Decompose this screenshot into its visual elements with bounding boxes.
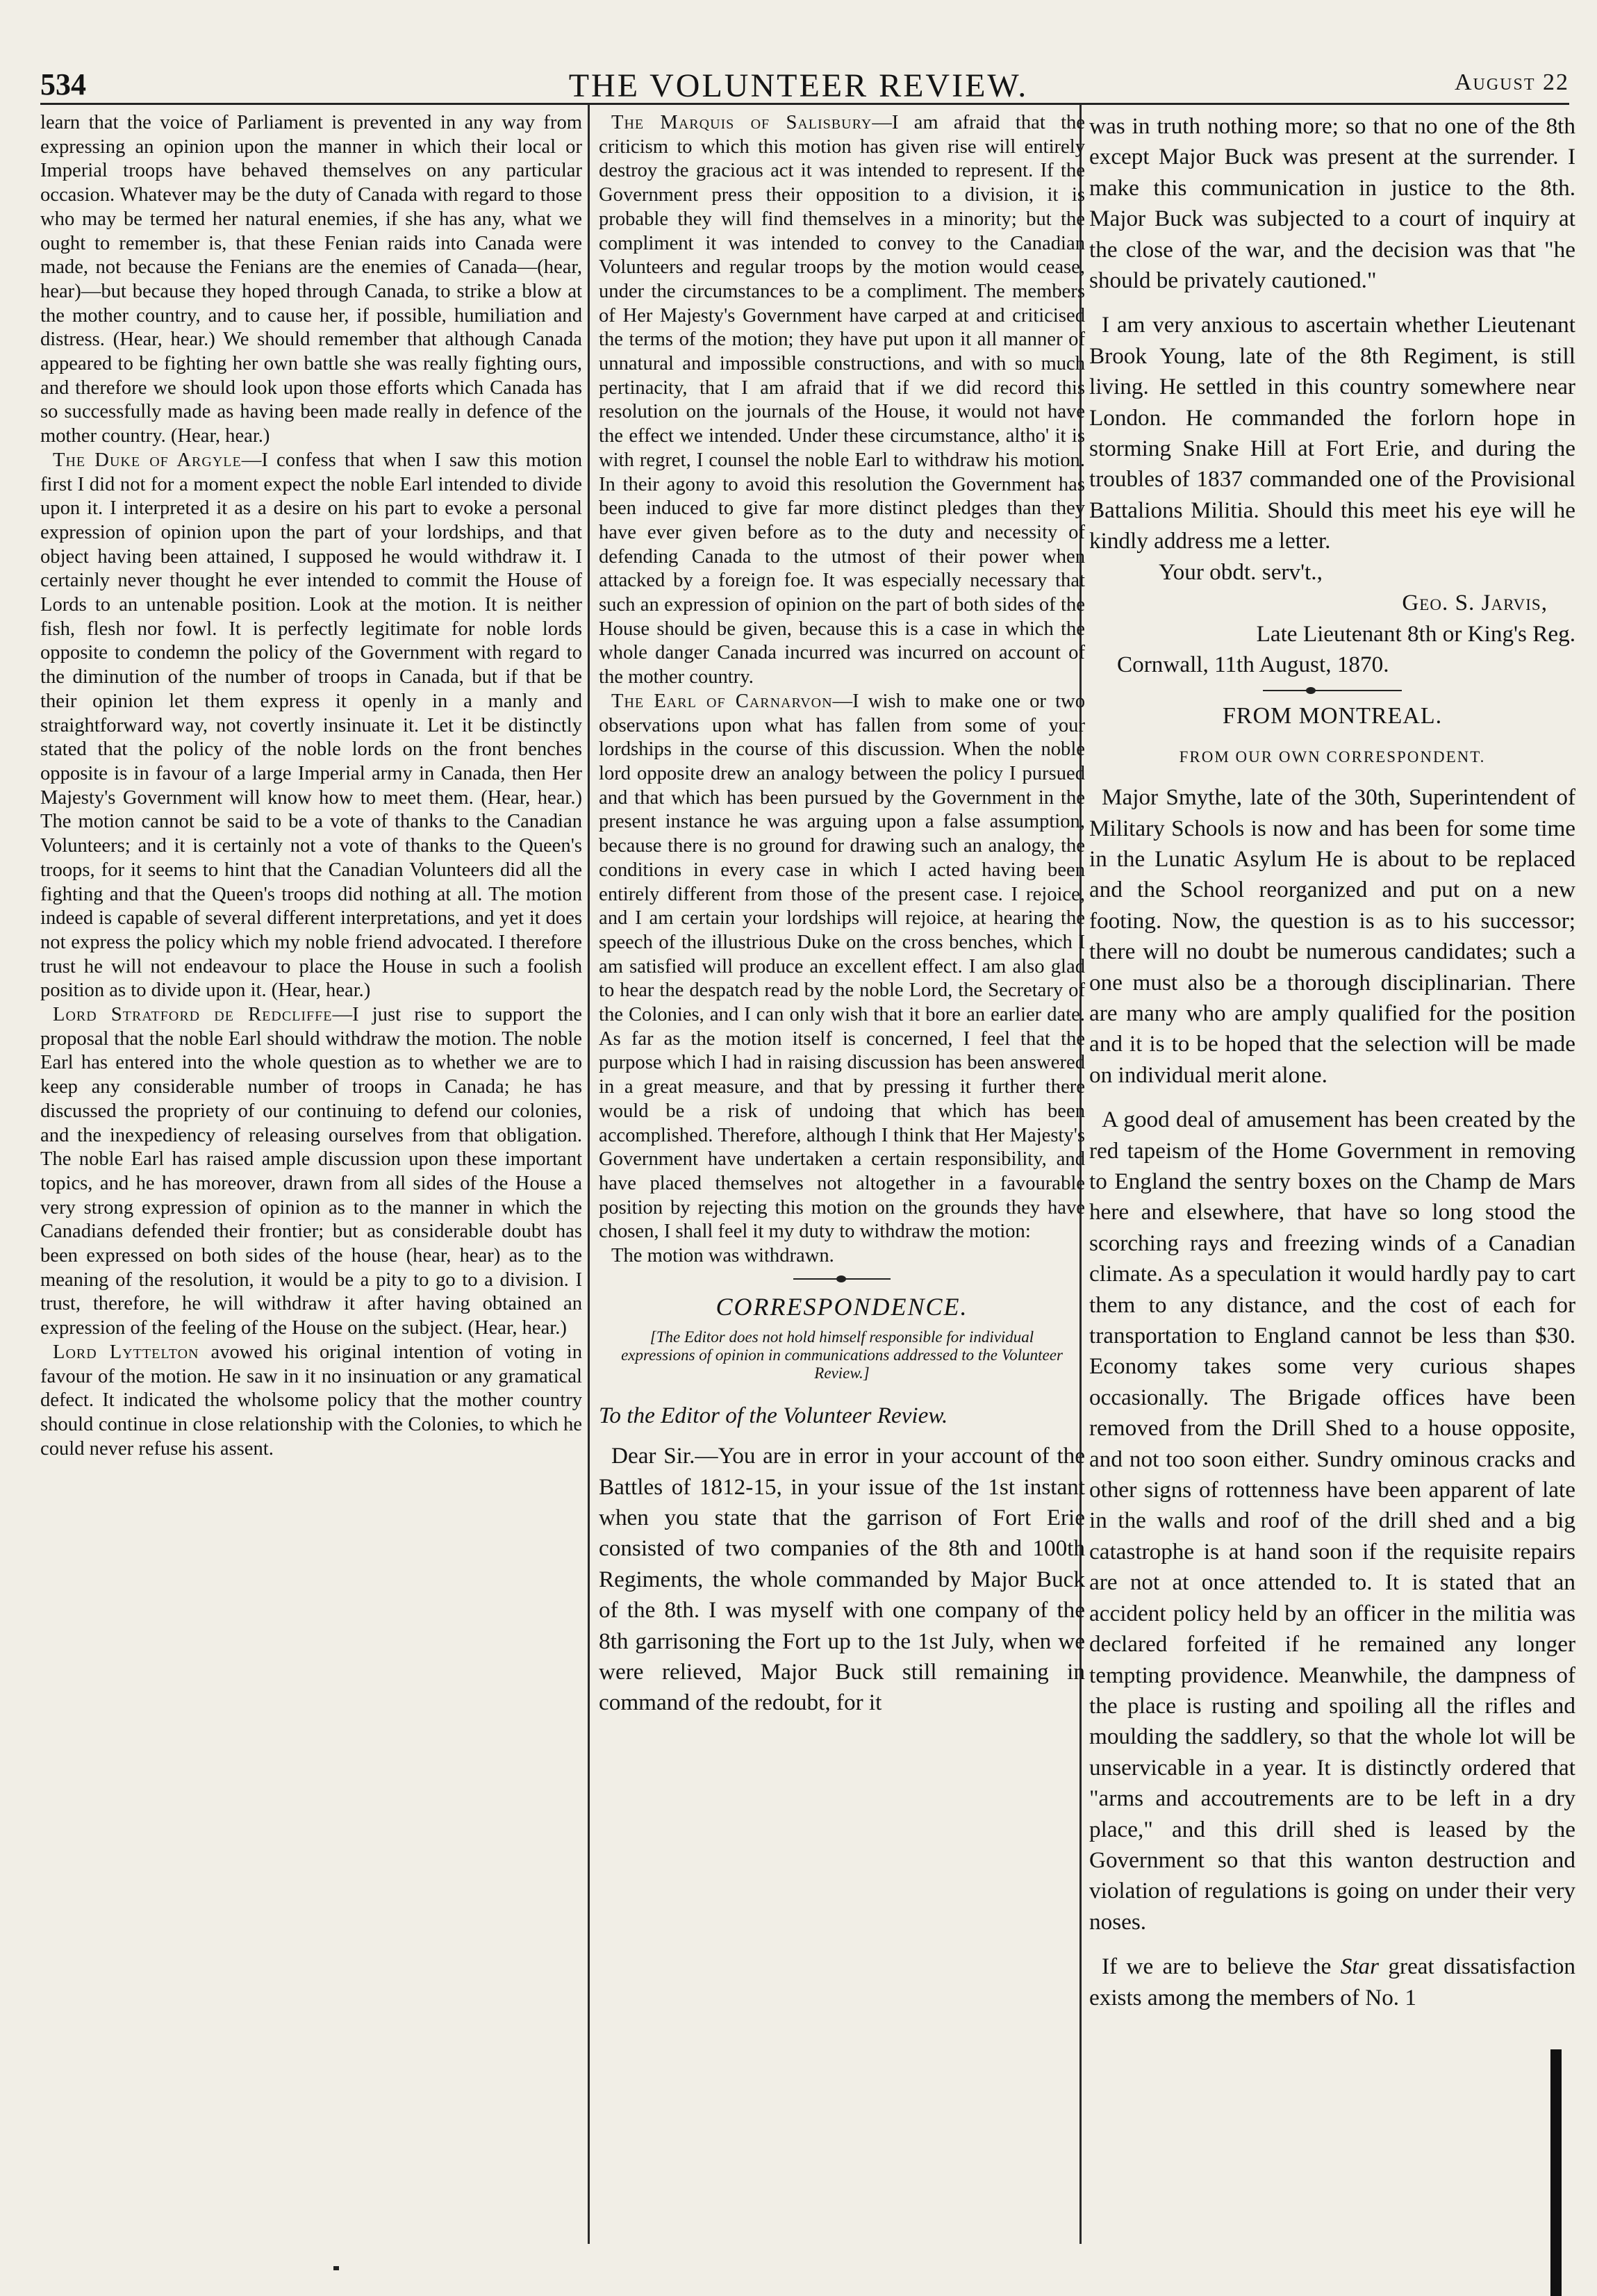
letter-signature: Geo. S. Jarvis,	[1402, 590, 1548, 616]
section-rule	[1263, 690, 1402, 691]
paragraph	[40, 449, 582, 1003]
article-paragraph: A good deal of amusement has been created by the red tapeism of the Home Government in removing to England the sentry boxes on the Champ de Mars here and elsewhere, that have so long stood the scorching rays and freezing winds of a Canadian climate. As a speculation it would hardly pay to cart them to any distance, and the cost of each for transportation to England cannot be less than $30. Economy takes some very curious shapes occasionally. The Brigade offices have been removed from the Drill Shed to a house opposite, and not too soon either. Sundry ominous cracks and other signs of rottenness have been apparent of late in the walls and roof of the drill shed and a big catastrophe is at hand soon if the requisite repairs are not at once attended to. It is stated that an accident policy held by an officer in the militia was declared forfeited if he remained any longer tempting providence. Meanwhile, the dampness of the place is rusting and spoiling all the rifles and moulding the saddlery, so that the whole lot will be unservicable in a year. It is distinctly ordered that "arms and accoutrements are to be left in a dry place," and this drill shed is leased by the Government so that this wanton destruction and violation of regulations is going on under their very noses.	[1089, 1107, 1575, 1935]
speech-text: —I confess that when I saw this motion first I did not for a moment expect the noble Earl intended to divide upon it. I interpreted it as a desire on his part to evoke a personal expression of opinion upon the part of your lordships, and that object having been attained, I supposed he would withdraw it. I certainly never thought he ever intended to commit the House of Lords to an untenable position. Look at the motion. It is neither fish, flesh nor fowl. It is perfectly legitimate for noble lords opposite to condemn the policy of the Government with regard to the diminution of the number of troops in Canada, but if that be their opinion let them express it openly in a manly and straightforward way, not covertly insinuate it. Let it be distinctly stated that the policy of the noble lords on the front benches opposite is in favour of a large Imperial army in Canada, then Her Majesty's Government will know how to meet them. (Hear, hear.) The motion cannot be said to be a vote of thanks to the Canadian Volunteers; and it is certainly not a vote of thanks to the Queen's troops, for it seems to hint that the Canadian Volunteers did all the fighting and that the Queen's troops did nothing at all. The motion indeed is capable of several different interpretations, and yet it does not express the policy which my noble friend advocated. I therefore trust he will not endeavour to place the House in such a foolish position as to divide upon it. (Hear, hear.)	[40, 449, 582, 1002]
issue-date: August 22	[1454, 69, 1569, 95]
correspondence-heading: CORRESPONDENCE.	[715, 1292, 968, 1321]
binding-edge-shadow	[1550, 2049, 1562, 2296]
column-2	[599, 111, 1085, 2237]
running-title: THE VOLUNTEER REVIEW.	[568, 67, 1029, 104]
paragraph: The motion was withdrawn.	[611, 1245, 834, 1267]
column-divider-1	[588, 104, 590, 2244]
column-1	[40, 111, 582, 2237]
speaker-name: Lord Lyttelton	[53, 1341, 199, 1363]
correspondent-byline: FROM OUR OWN CORRESPONDENT.	[1179, 748, 1486, 766]
paragraph	[599, 111, 1085, 690]
speaker-name: The Duke of Argyle	[53, 449, 242, 471]
letter-paragraph: I am very anxious to ascertain whether Lieutenant Brook Young, late of the 8th Regiment, is still living. He settled in this country somewhere near London. He commanded the forlorn hope in storming Snake Hill at Fort Erie, and during the troubles of 1837 commanded one of the Provisional Battalions Militia. Should this meet his eye will he kindly address me a letter.	[1089, 312, 1575, 554]
letter-paragraph: Dear Sir.—You are in error in your account of the Battles of 1812-15, in your issue of the 1st instant when you state that the garrison of Fort Erie consisted of two companies of the 8th and 100th Regiments, the whole commanded by Major Buck of the 8th. I was myself with one company of the 8th garrisoning the Fort up to the 1st July, when we were relieved, Major Buck still remaining in command of the redoubt, for it	[599, 1443, 1085, 1716]
editor-note: [The Editor does not hold himself responsible for individual expressions of opinion in communications addressed to the Volunteer Review.]	[621, 1328, 1063, 1382]
ink-speck	[333, 2266, 339, 2270]
speaker-name: The Earl of Carnarvon	[611, 690, 833, 712]
letter-address: To the Editor of the Volunteer Review.	[599, 1402, 948, 1428]
article-paragraph: Major Smythe, late of the 30th, Superintendent of Military Schools is now and has been for some time in the Lunatic Asylum He is about to be replaced and the School reorganized and put on a new footing. Now, the question is as to his successor; there will no doubt be numerous candidates; such a one must also be a thorough disciplinarian. There are many who are amply qualified for the position and it is to be hoped that the selection will be made on individual merit alone.	[1089, 784, 1575, 1088]
montreal-heading: FROM MONTREAL.	[1222, 703, 1443, 729]
section-rule	[793, 1278, 891, 1280]
letter-closing: Your obdt. serv't.,	[1159, 559, 1323, 585]
speech-text: avowed his original intention of voting in favour of the motion. He saw in it no insinuation or any gramatical defect. It indicated the wholsome policy that the mother country should continue in close relationship with the Colonies, to which he could never refuse his assent.	[40, 1341, 582, 1460]
speech-text: —I am afraid that the criticism to which this motion has given rise will entirely destroy the gracious act it was intended to represent. If the Government press their opposition to a division, it is probable they will find themselves in a minority; but the compliment it was intended to convey to the Canadian Volunteers and regular troops by the motion would cease, under the circumstances to be a compliment. The members of Her Majesty's Government have carped at and criticised the terms of the motion; they have put upon it all manner of unnatural and impossible constructions, and with so much pertinacity, that I am afraid that if we did record this resolution on the journals of the House, it would not have the effect we intended. Under these circumstance, altho' it is with regret, I counsel the noble Earl to withdraw his motion. In their agony to avoid this resolution the Government has been induced to give far more distinct pledges than they have ever given before as to the duty and necessity of defending Canada to the utmost of their power when attacked by a foreign foe. It was especially necessary that such an expression of opinion on the part of both sides of the House should be given, because this is a case in which the whole danger Canada incurred was incurred on account of the mother country.	[599, 112, 1085, 688]
text-run: If we are to believe the	[1102, 1954, 1332, 1980]
speaker-name: The Marquis of Salisbury	[611, 112, 872, 133]
page-number: 534	[40, 67, 86, 101]
paragraph	[40, 1341, 582, 1462]
paragraph	[40, 1003, 582, 1341]
paragraph	[599, 690, 1085, 1244]
letter-paragraph: was in truth nothing more; so that no one of the 8th except Major Buck was present at the surrender. I make this communication in justice to the 8th. Major Buck was subjected to a court of inquiry at the close of the war, and the decision was that "he should be privately cautioned."	[1089, 113, 1575, 294]
text-run: great dissatisfaction exists among the members of No. 1	[1089, 1954, 1575, 2010]
paragraph: learn that the voice of Parliament is prevented in any way from expressing an opinion upon the manner in which their local or Imperial troops have behaved themselves on any particular occasion. Whatever may be the duty of Canada with regard to those who may be termed her natural enemies, if she has any, what we ought to remember is, that these Fenian raids into Canada were made, not because the Fenians are the enemies of Canada—(hear, hear)—but because they hoped through Canada, to strike a blow at the mother country, and to cause her, if possible, humiliation and distress. (Hear, hear.) We should remember that although Canada appeared to be fighting her own battle she was really fighting ours, and therefore we should look upon those efforts which Canada has so successfully made as having been made really in defence of the mother country. (Hear, hear.)	[40, 112, 582, 447]
page-header	[0, 67, 1597, 115]
speech-text: —I wish to make one or two observations upon what has fallen from some of your lordships in the course of this discussion. When the noble lord opposite drew an analogy between the policy I pursued and that which has been pursued by the Government in the present instance he was arguing upon a false assumption, because there is no ground for drawing such an analogy, the conditions in every case in which I acted having been entirely different from those of the present case. I rejoice, and I am certain your lordships will rejoice, at hearing the speech of the illustrious Duke on the cross benches, which I am satisfied will produce an excellent effect. I am also glad to hear the despatch read by the noble Lord, the Secretary of the Colonies, and I can only wish that it bore an earlier date. As far as the motion itself is concerned, I feel that the purpose which I had in raising discussion has been answered in a great measure, and that by pressing it further there would be a risk of undoing that which has been accomplished. Therefore, although I think that Her Majesty's Government have undertaken a certain responsibility, and have placed themselves not altogether in a favourable position by rejecting this motion on the grounds they have chosen, I shall feel it my duty to withdraw the motion:	[599, 690, 1085, 1243]
article-paragraph	[1089, 1951, 1575, 2013]
speaker-name: Lord Stratford de Redcliffe	[53, 1004, 333, 1026]
newspaper-name: Star	[1340, 1954, 1380, 1980]
column-3	[1089, 111, 1575, 2251]
signature-title: Late Lieutenant 8th or King's Reg.	[1256, 620, 1575, 647]
header-rule	[40, 103, 1569, 105]
speech-text: —I just rise to support the proposal that the noble Earl should withdraw the motion. The noble Earl has entered into the whole question as to whether we are to keep any considerable number of troops in Canada; he has discussed the propriety of our continuing to defend our colonies, and the inexpediency of releasing ourselves from that obligation. The noble Earl has raised ample discussion upon these important topics, and he has moreover, drawn from all sides of the House a very strong expression of opinion as to the manner in which the Canadians defended their frontier; but as considerable doubt has been expressed on both sides of the house (hear, hear) as to the meaning of the resolution, it would be a pity to go to a division. I trust, therefore, he will withdraw it after having obtained an expression of the feeling of the House on the subject. (Hear, hear.)	[40, 1004, 582, 1339]
letter-place-date: Cornwall, 11th August, 1870.	[1117, 651, 1389, 677]
